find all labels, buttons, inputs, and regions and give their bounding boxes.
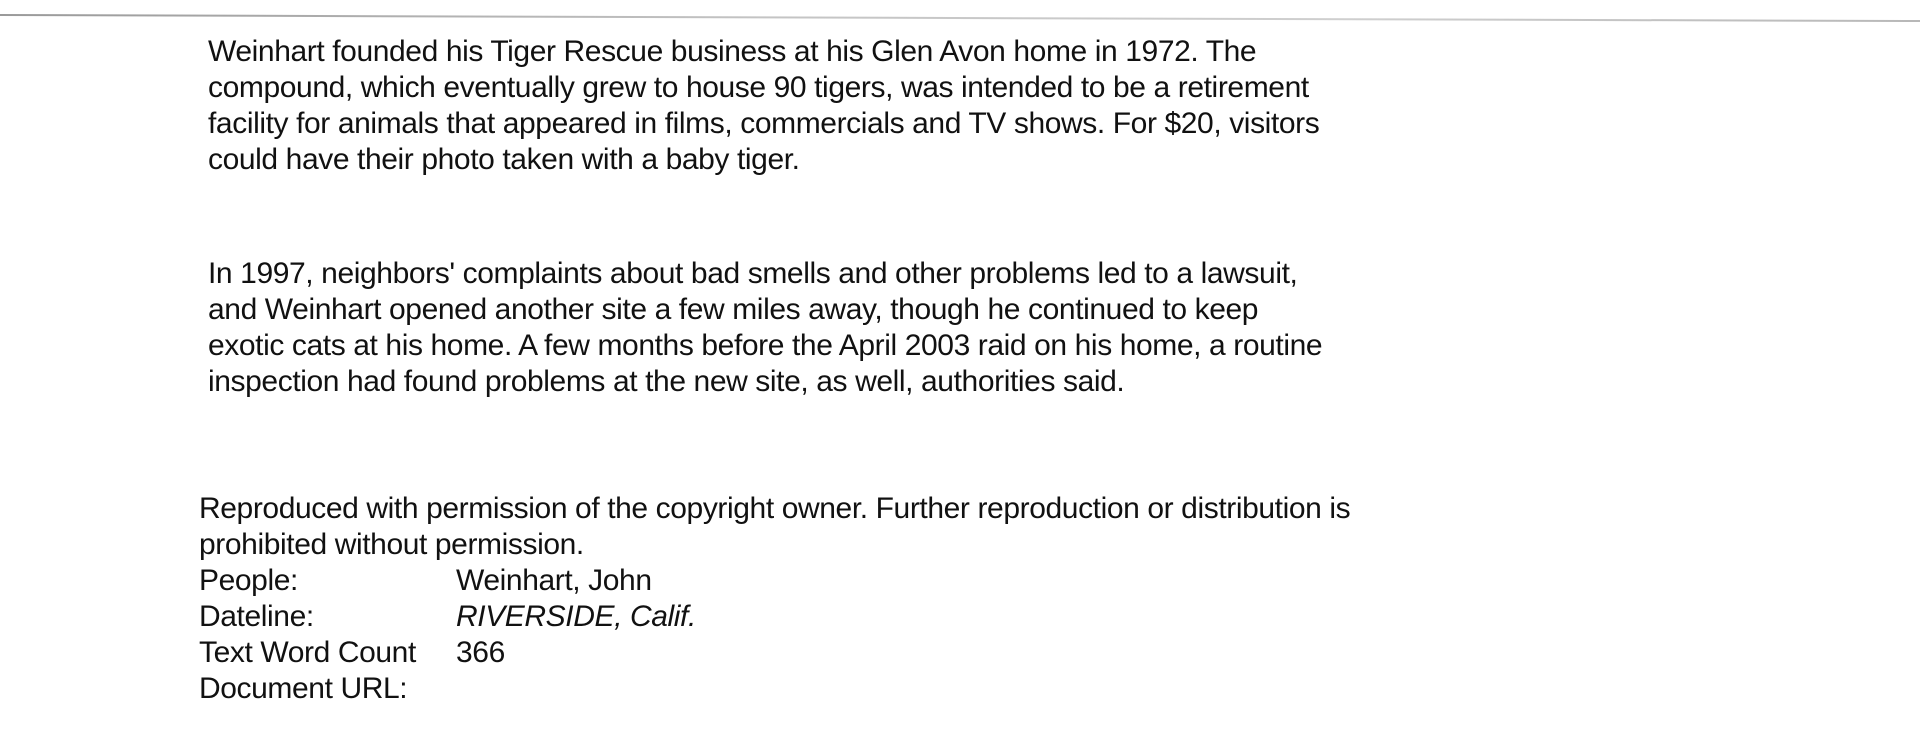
dateline-value: RIVERSIDE, Calif. bbox=[456, 600, 696, 633]
copyright-notice: Reproduced with permission of the copyright owner. Further reproduction or distribution is prohibited without permission. bbox=[199, 492, 1351, 561]
word-count-row bbox=[199, 635, 1359, 671]
people-label: People: bbox=[199, 564, 298, 597]
article-paragraph-1: Weinhart founded his Tiger Rescue business at his Glen Avon home in 1972. The compound, which eventually grew to house 90 tigers, was intended to be a retirement facility for animals that appeared in films, commercials and TV shows. For $20, visitors could have their photo taken with a baby tiger. bbox=[208, 35, 1320, 176]
word-count-label: Text Word Count bbox=[199, 636, 416, 669]
word-count-value: 366 bbox=[456, 636, 505, 669]
dateline-label: Dateline: bbox=[199, 600, 314, 633]
people-row bbox=[199, 563, 1359, 599]
dateline-row bbox=[199, 599, 1359, 635]
article-paragraph-2: In 1997, neighbors' complaints about bad smells and other problems led to a lawsuit, and Weinhart opened another site a few miles away, though he continued to keep exotic cats at his home. A few months before the April 2003 raid on his home, a routine inspection had found problems at the new site, as well, authorities said. bbox=[208, 257, 1323, 398]
people-value: Weinhart, John bbox=[456, 564, 652, 597]
document-footer bbox=[199, 491, 1359, 707]
document-url-row bbox=[199, 671, 1359, 707]
scan-edge-line bbox=[0, 14, 1920, 22]
document-url-label: Document URL: bbox=[199, 672, 408, 705]
